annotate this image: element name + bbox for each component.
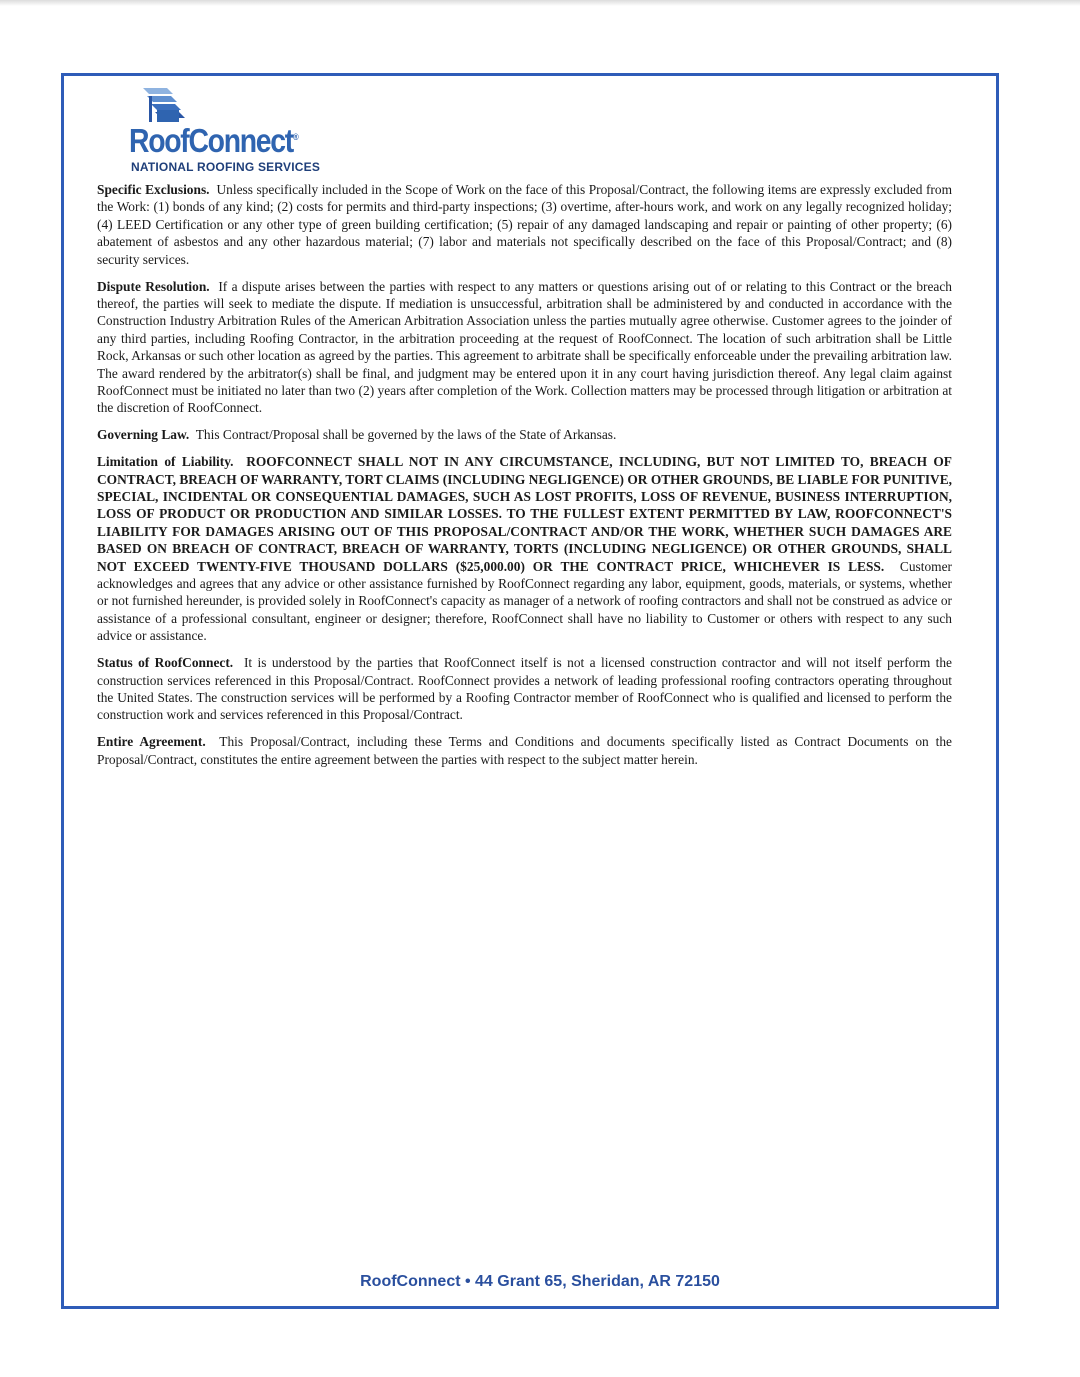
section-heading: Limitation of Liability. bbox=[97, 454, 234, 470]
section-heading: Governing Law. bbox=[97, 427, 190, 443]
section-caps-clause: ROOFCONNECT SHALL NOT IN ANY CIRCUMSTANCE, INCLUDING, BUT NOT LIMITED TO, BREACH OF CONTRACT, BREACH OF WARRANTY, TORT CLAIMS (INCLUDING NEGLIGENCE) OR OTHER GROUNDS, BE LIABLE FOR PUNITIVE, SPECIAL, INCIDENTAL OR CONSEQUENTIAL DAMAGES, SUCH AS LOST PROFITS, LOSS OF REVENUE, BUSINESS INTERRUPTION, LOSS OF PRODUCT OR PRODUCTION AND SIMILAR LOSSES. TO THE FULLEST EXTENT PERMITTED BY LAW, ROOFCONNECT'S LIABILITY FOR DAMAGES ARISING OUT OF THIS PROPOSAL/CONTRACT AND/OR THE WORK, WHETHER SUCH DAMAGES ARE BASED ON BREACH OF CONTRACT, BREACH OF WARRANTY, TORTS (INCLUDING NEGLIGENCE) OR OTHER GROUNDS, SHALL NOT EXCEED TWENTY-FIVE THOUSAND DOLLARS ($25,000.00) OR THE CONTRACT PRICE, WHICHEVER IS LESS. bbox=[97, 454, 952, 574]
logo-tagline: NATIONAL ROOFING SERVICES bbox=[131, 160, 321, 174]
section-limitation-of-liability bbox=[97, 453, 952, 644]
section-body: This Proposal/Contract, including these Terms and Conditions and documents specifically listed as Contract Documents on the Proposal/Contract, constitutes the entire agreement between the parties with respect to the subject matter herein. bbox=[97, 734, 952, 767]
section-heading: Entire Agreement. bbox=[97, 734, 206, 750]
section-heading: Status of RoofConnect. bbox=[97, 655, 234, 671]
section-specific-exclusions bbox=[97, 181, 952, 268]
section-body: This Contract/Proposal shall be governed by the laws of the State of Arkansas. bbox=[195, 427, 617, 443]
section-status-of-roofconnect bbox=[97, 654, 952, 724]
section-heading: Specific Exclusions. bbox=[97, 182, 210, 197]
section-dispute-resolution bbox=[97, 278, 952, 417]
section-body: Unless specifically included in the Scope of Work on the face of this Proposal/Contract, the following items are expressly excluded from the Work: (1) bonds of any kind; (2) costs for permits and third-party inspections; (3) overtime, after-hours work, and work on any legally recognized holiday; (4) LEED Certification or any other type of green building certification; (5) repair of any damaged landscaping and repair or painting of other property; (6) abatement of asbestos and any other hazardous material; (7) labor and materials not specifically described on the face of this Proposal/Contract; and (8) security services. bbox=[97, 182, 952, 267]
section-entire-agreement bbox=[97, 733, 952, 768]
section-body: Customer acknowledges and agrees that any advice or other assistance furnished by RoofConnect regarding any labor, equipment, goods, materials, or systems, whether or not furnished hereunder, is provided solely in RoofConnect's capacity as manager of a network of roofing contractors and shall not be construed as advice or assistance of a professional consultant, engineer or designer; therefore, RoofConnect shall have no liability to Customer or others with respect to any such advice or assistance. bbox=[97, 558, 952, 644]
section-heading: Dispute Resolution. bbox=[97, 278, 210, 294]
section-body: If a dispute arises between the parties with respect to any matters or questions arising out of or relating to this Contract or the breach thereof, the parties will seek to mediate the dispute. If mediation is unsuccessful, arbitration shall be administered by and conducted in accordance with the Construction Industry Arbitration Rules of the American Arbitration Association unless the parties mutually agree otherwise. Customer agrees to the joinder of any third parties, including Roofing Contractor, in the arbitration proceeding at the request of RoofConnect. The location of such arbitration shall be Little Rock, Arkansas or such other location as agreed by the parties. This agreement to arbitrate shall be specifically enforceable under the prevailing arbitration law. The award rendered by the arbitrator(s) shall be final, and judgment may be entered upon it in any court having jurisdiction thereof. Any legal claim against RoofConnect must be initiated no later than two (2) years after completion of the Work. Collection matters may be processed through litigation or arbitration at the discretion of RoofConnect. bbox=[97, 278, 953, 416]
page-top-shadow bbox=[0, 0, 1080, 6]
section-governing-law bbox=[97, 426, 952, 443]
section-body: It is understood by the parties that RoofConnect itself is not a licensed construction contractor and will not itself perform the construction services referenced in this Proposal/Contract. RoofConnect provides a network of leading professional roofing contractors operating throughout the United States. The construction services will be performed by a Roofing Contractor member of RoofConnect who is qualified and licensed to perform the construction work and services referenced in this Proposal/Contract. bbox=[97, 655, 953, 723]
terms-content bbox=[97, 181, 952, 778]
footer-address: RoofConnect • 44 Grant 65, Sheridan, AR 72150 bbox=[360, 1273, 720, 1290]
logo-wordmark: RoofConnect® bbox=[129, 122, 299, 159]
